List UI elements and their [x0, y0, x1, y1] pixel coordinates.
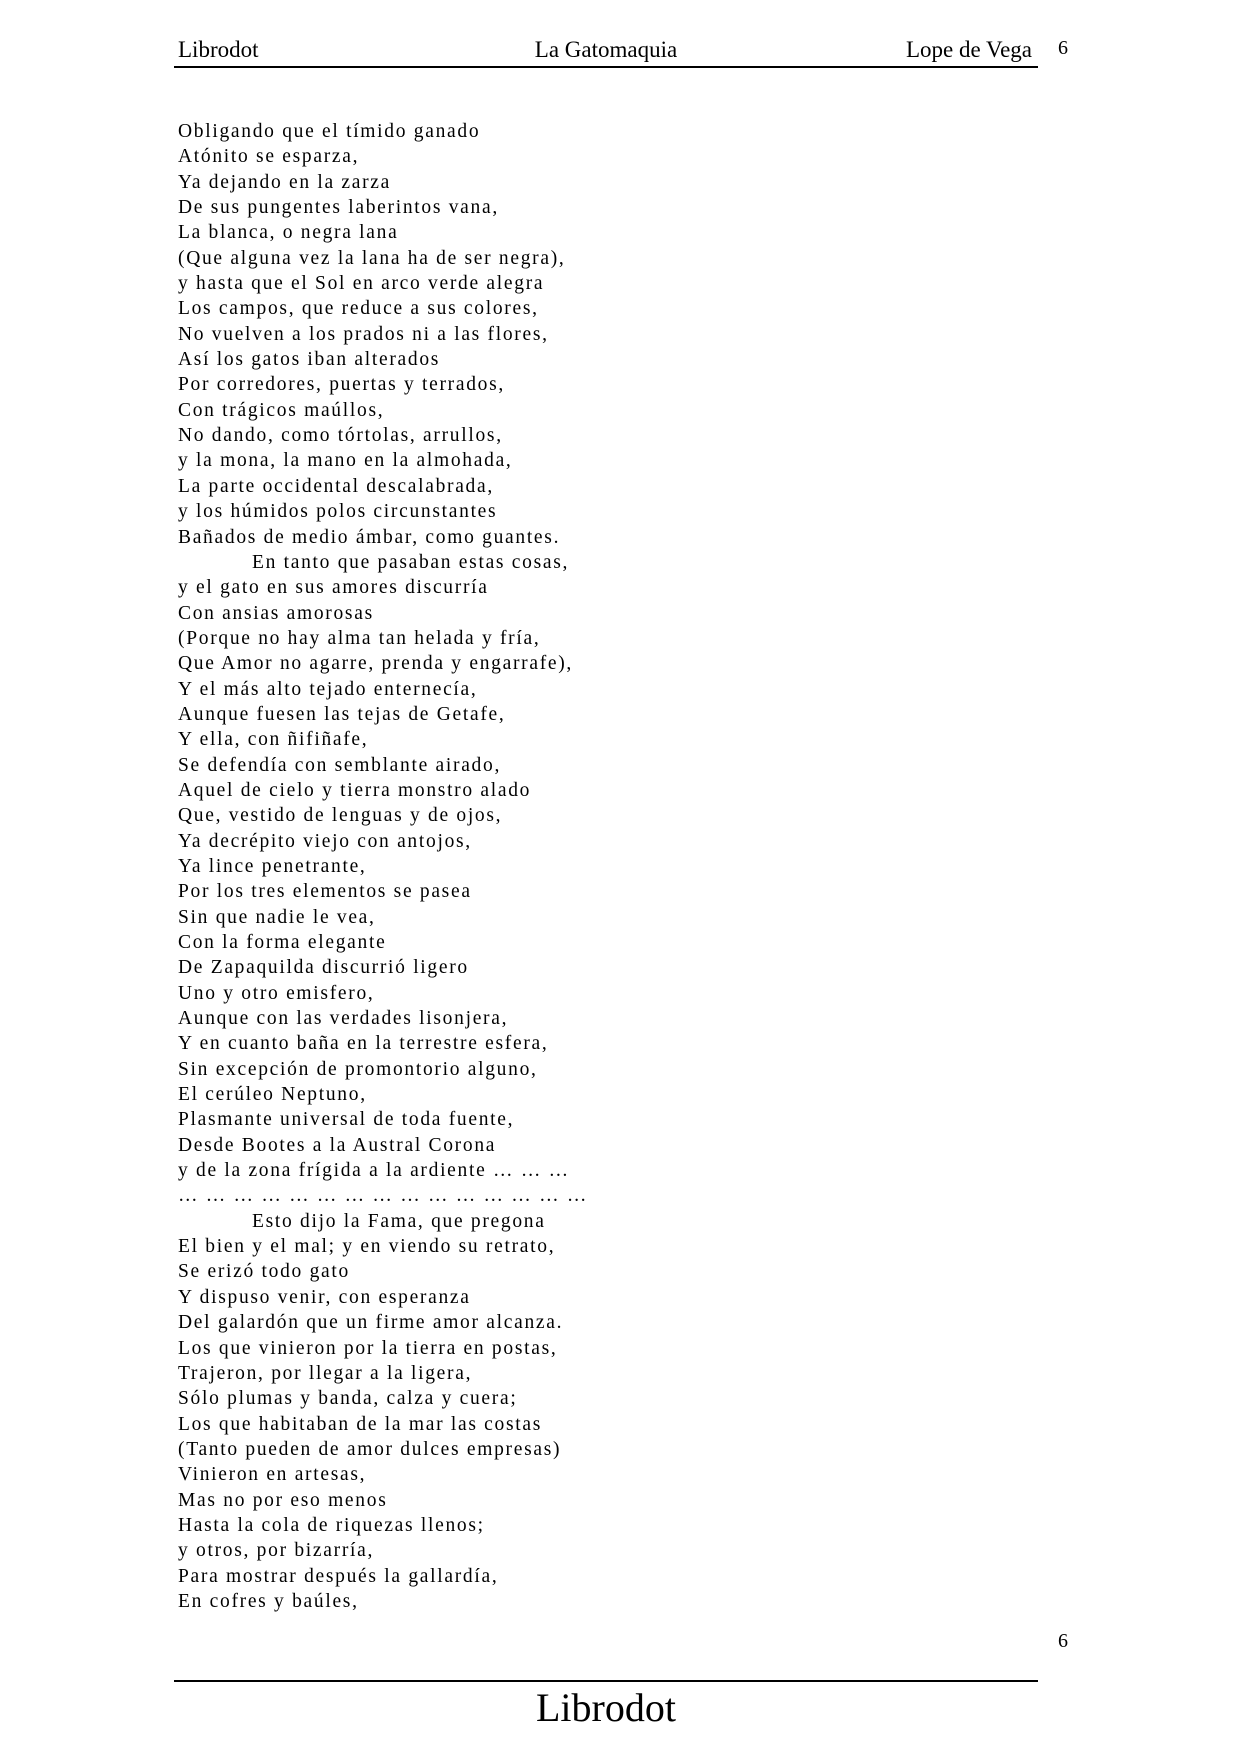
poem-line: Y ella, con ñifiñafe,	[178, 729, 369, 751]
header-author: Lope de Vega	[905, 37, 1032, 62]
poem-line: Aunque con las verdades lisonjera,	[178, 1008, 509, 1030]
poem-line: Sólo plumas y banda, calza y cuera;	[178, 1388, 518, 1410]
poem-line: En cofres y baúles,	[178, 1590, 359, 1612]
poem-line: y de la zona frígida a la ardiente … … …	[178, 1160, 570, 1182]
poem-line: Con la forma elegante	[178, 932, 387, 953]
poem-line: … … … … … … … … … … … … … … …	[178, 1185, 589, 1207]
poem-line: Bañados de medio ámbar, como guantes.	[178, 526, 561, 548]
poem-line: Los campos, que reduce a sus colores,	[178, 298, 539, 320]
poem-line: Se defendía con semblante airado,	[178, 754, 502, 776]
poem-line: (Porque no hay alma tan helada y fría,	[178, 627, 541, 649]
poem-line: Con trágicos maúllos,	[178, 399, 385, 421]
footer-divider	[174, 1680, 1038, 1682]
header-book-title: La Gatomaquia	[534, 37, 678, 62]
poem-line: Con ansias amorosas	[178, 602, 374, 624]
poem-line: El cerúleo Neptuno,	[178, 1084, 367, 1106]
poem-line: Ya lince penetrante,	[178, 855, 367, 877]
poem-line: Hasta la cola de riquezas llenos;	[178, 1514, 485, 1536]
poem-line: Ya decrépito viejo con antojos,	[178, 830, 472, 852]
poem-line: Para mostrar después la gallardía,	[178, 1565, 499, 1587]
poem-line: Sin excepción de promontorio alguno,	[178, 1058, 538, 1080]
poem-line: Desde Bootes a la Austral Corona	[178, 1134, 497, 1156]
poem-line: Sin que nadie le vea,	[178, 906, 376, 928]
poem-line: En tanto que pasaban estas cosas,	[252, 551, 570, 573]
poem-line: Vinieron en artesas,	[178, 1464, 367, 1486]
poem-line: Así los gatos iban alterados	[178, 349, 441, 371]
poem-line: Obligando que el tímido ganado	[178, 121, 481, 142]
footer-page-number: 6	[1058, 1630, 1068, 1652]
header-site-name: Librodot	[178, 37, 259, 62]
poem-line: Mas no por eso menos	[178, 1489, 388, 1511]
poem-line: Por corredores, puertas y terrados,	[178, 374, 505, 396]
poem-line: y el gato en sus amores discurría	[178, 577, 489, 599]
poem-line: y la mona, la mano en la almohada,	[178, 450, 513, 472]
poem-line: La parte occidental descalabrada,	[178, 475, 494, 497]
poem-line: y hasta que el Sol en arco verde alegra	[178, 273, 545, 295]
poem-line: Que Amor no agarre, prenda y engarrafe),	[178, 653, 574, 675]
poem-line: Atónito se esparza,	[178, 146, 360, 168]
poem-line: Y el más alto tejado enternecía,	[178, 678, 478, 700]
poem-line: De sus pungentes laberintos vana,	[178, 197, 499, 219]
page-header	[176, 34, 1036, 66]
poem-line: Los que habitaban de la mar las costas	[178, 1413, 543, 1435]
poem-line: La blanca, o negra lana	[178, 222, 399, 244]
poem-line: (Que alguna vez la lana ha de ser negra),	[178, 247, 566, 269]
poem-line: Uno y otro emisfero,	[178, 982, 375, 1004]
poem-line: Plasmante universal de toda fuente,	[178, 1109, 515, 1131]
poem-line: No dando, como tórtolas, arrullos,	[178, 425, 503, 447]
poem-body	[178, 119, 998, 1614]
poem-line: Ya dejando en la zarza	[178, 171, 392, 193]
poem-line: El bien y el mal; y en viendo su retrato,	[178, 1236, 556, 1258]
poem-line: Por los tres elementos se pasea	[178, 881, 472, 903]
poem-line: y los húmidos polos circunstantes	[178, 501, 498, 523]
poem-line: Y dispuso venir, con esperanza	[178, 1286, 471, 1308]
poem-line: Los que vinieron por la tierra en postas,	[178, 1337, 558, 1359]
header-divider	[174, 66, 1038, 68]
poem-line: Que, vestido de lenguas y de ojos,	[178, 805, 503, 827]
poem-line: No vuelven a los prados ni a las flores,	[178, 323, 549, 345]
poem-line: Aunque fuesen las tejas de Getafe,	[178, 703, 506, 725]
poem-line: Del galardón que un firme amor alcanza.	[178, 1312, 564, 1334]
poem-line: Trajeron, por llegar a la ligera,	[178, 1362, 473, 1384]
poem-line: Aquel de cielo y tierra monstro alado	[178, 779, 532, 801]
footer-title: Librodot	[536, 1685, 676, 1730]
poem-line: y otros, por bizarría,	[178, 1540, 375, 1562]
poem-line: Esto dijo la Fama, que pregona	[252, 1210, 546, 1232]
poem-line: Se erizó todo gato	[178, 1261, 350, 1283]
poem-line: De Zapaquilda discurrió ligero	[178, 957, 469, 979]
header-page-number: 6	[1058, 37, 1068, 59]
poem-line: Y en cuanto baña en la terrestre esfera,	[178, 1033, 549, 1055]
poem-line: (Tanto pueden de amor dulces empresas)	[178, 1438, 562, 1460]
